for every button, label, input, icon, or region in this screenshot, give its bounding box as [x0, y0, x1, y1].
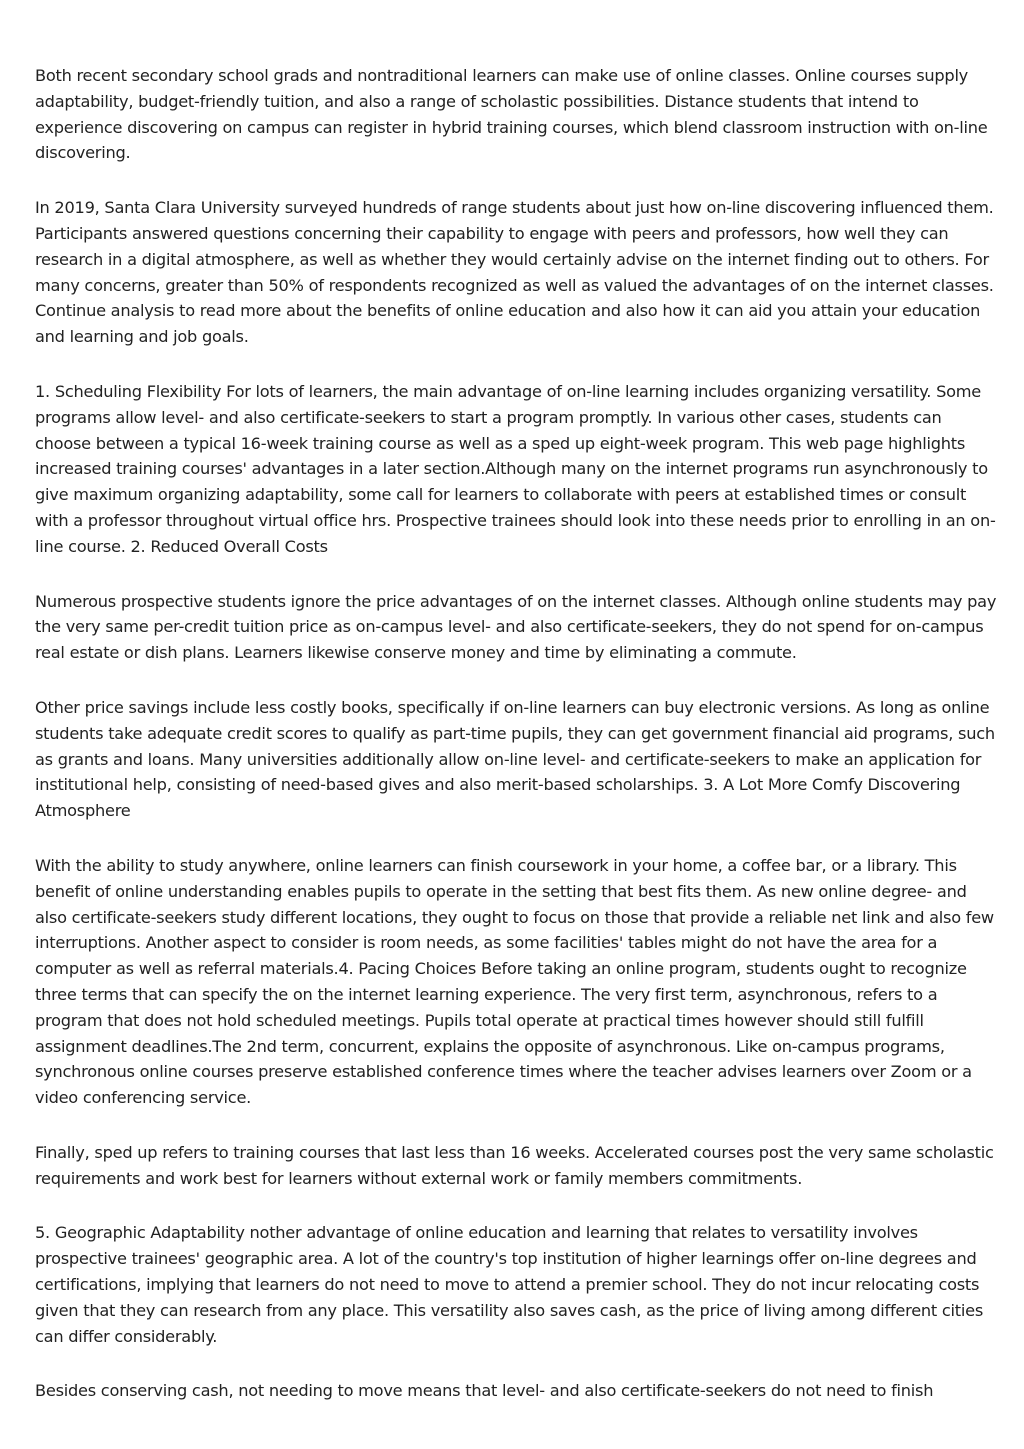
- paragraph-price-advantages: Numerous prospective students ignore the price advantages of on the internet classes. Although online students may pay the very same per-credit tuition price as on-campus level- and also certificate-seekers, they do not spend for on-campus real estate or dish plans. Learners likewise conserve money and time by eliminating a commute.: [35, 591, 997, 663]
- paragraph-sped-up: Finally, sped up refers to training courses that last less than 16 weeks. Accelerated courses post the very same scholastic requirements and work best for learners without external work or family members commitments.: [35, 1142, 994, 1188]
- paragraph-intro: Both recent secondary school grads and nontraditional learners can make use of online classes. Online courses supply adaptability, budget-friendly tuition, and also a range of scholastic possibilities. Distance students that intend to experience discovering on campus can register in hybrid training courses, which blend classroom instruction with on-line discovering.: [35, 66, 988, 163]
- paragraph-survey: In 2019, Santa Clara University surveyed hundreds of range students about just how on-line discovering influenced them. Participants answered questions concerning their capability to engage with peers and professors, how well they can research in a digital atmosphere, as well as whether they would certainly advise on the internet finding out to others. For many concerns, greater than 50% of respondents recognized as well as valued the advantages of on the internet classes. Continue analysis to read more about the benefits of online education and also how it can aid you attain your education and learning and job goals.: [35, 198, 994, 347]
- paragraph-study-anywhere: With the ability to study anywhere, online learners can finish coursework in your home, a coffee bar, or a library. This benefit of online understanding enables pupils to operate in the setting that best fits them. As new online degree- and also certificate-seekers study different locations, they ought to focus on those that provide a reliable net link and also few interruptions. Another aspect to consider is room needs, as some facilities' tables might do not have the area for a computer as well as referral materials.4. Pacing Choices Before taking an online program, students ought to recognize three terms that can specify the on the internet learning experience. The very first term, asynchronous, refers to a program that does not hold scheduled meetings. Pupils total operate at practical times however should still fulfill assignment deadlines.The 2nd term, concurrent, explains the opposite of asynchronous. Like on-campus programs, synchronous online courses preserve established conference times where the teacher advises learners over Zoom or a video conferencing service.: [35, 855, 994, 1108]
- paragraph-scheduling-flexibility: 1. Scheduling Flexibility For lots of learners, the main advantage of on-line learning includes organizing versatility. Some programs allow level- and also certificate-seekers to start a program promptly. In various other cases, students can choose between a typical 16-week training course as well as a sped up eight-week program. This web page highlights increased training courses' advantages in a later section.Although many on the internet programs run asynchronously to give maximum organizing adaptability, some call for learners to collaborate with peers at established times or consult with a professor throughout virtual office hrs. Prospective trainees should look into these needs prior to enrolling in an on-line course. 2. Reduced Overall Costs: [35, 381, 996, 556]
- paragraph-price-savings: Other price savings include less costly books, specifically if on-line learners can buy electronic versions. As long as online students take adequate credit scores to qualify as part-time pupils, they can get government financial aid programs, such as grants and loans. Many universities additionally allow on-line level- and certificate-seekers to make an application for institutional help, consisting of need-based gives and also merit-based scholarships. 3. A Lot More Comfy Discovering Atmosphere: [35, 697, 995, 821]
- paragraph-conserving-cash: Besides conserving cash, not needing to move means that level- and also certificate-seekers do not need to finish: [35, 1381, 934, 1401]
- document-page: [35, 63, 997, 1433]
- paragraph-geographic-adaptability: 5. Geographic Adaptability nother advantage of online education and learning that relates to versatility involves prospective trainees' geographic area. A lot of the country's top institution of higher learnings offer on-line degrees and certifications, implying that learners do not need to move to attend a premier school. They do not incur relocating costs given that they can research from any place. This versatility also saves cash, as the price of living among different cities can differ considerably.: [35, 1223, 984, 1346]
